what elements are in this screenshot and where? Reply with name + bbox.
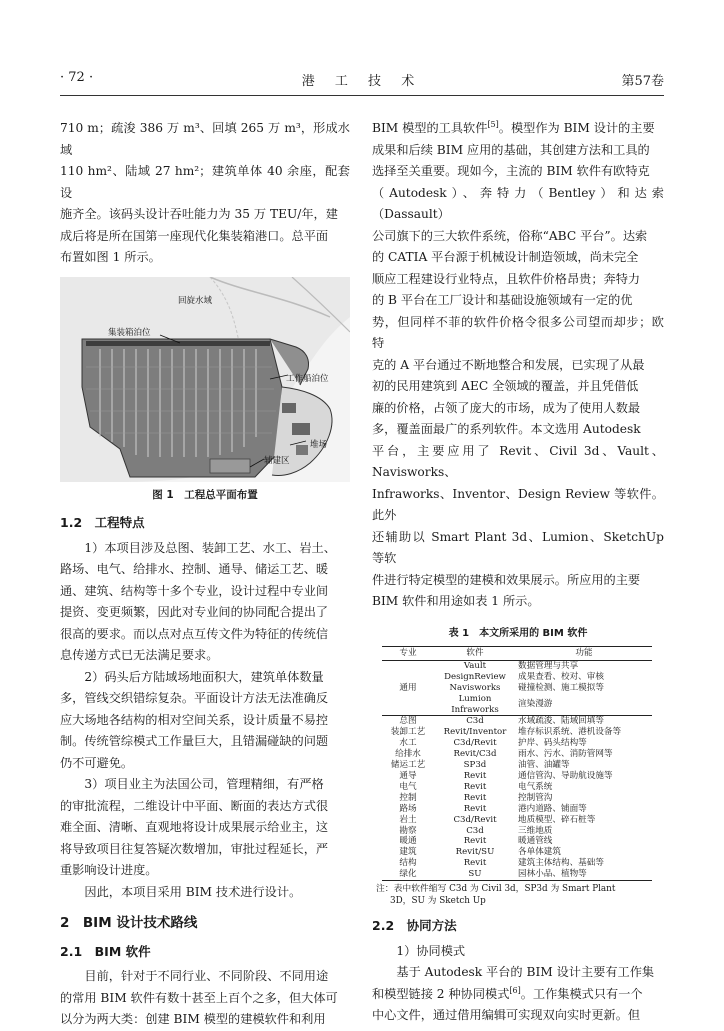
journal-title: 港 工 技 术	[301, 74, 423, 89]
table-row	[382, 826, 652, 837]
text-line: 布置如图 1 所示。	[60, 250, 161, 264]
paragraph	[60, 538, 350, 667]
table-cell: 渲染漫游	[518, 699, 553, 710]
figure-caption: 图 1 工程总平面布置	[152, 488, 258, 501]
table-cell: 控制管沟	[518, 792, 553, 803]
text-line: （Autodesk）、奔特力（Bentley）和达索（Dassault）	[372, 185, 664, 221]
table-cell: 绿化	[399, 869, 417, 880]
table-cell: 暖通	[399, 836, 417, 847]
text-line: 。工作集模式只有一个	[520, 986, 643, 1001]
table-cell: Revit	[463, 781, 487, 792]
text-line: 110 hm²、陆域 27 hm²；建筑单体 40 余座，配套设	[60, 164, 350, 200]
table-cell: Revit	[463, 803, 487, 814]
left-column	[60, 118, 350, 1031]
table-cell: 电气系统	[518, 781, 553, 792]
text-line: 仍不可避免。	[60, 755, 134, 770]
table-row	[382, 771, 652, 782]
table-cell: C3d	[466, 825, 484, 836]
text-line: 的审批流程，二维设计中平面、断面的表达方式很	[60, 798, 329, 813]
text-line: 成果和后续 BIM 应用的基础，其创建方法和工具的	[372, 142, 650, 157]
text-line: 注：表中软件缩写 C3d 为 Civil 3d，SP3d 为 Smart Plant	[376, 884, 616, 895]
table-cell: Lumion Infraworks	[451, 693, 499, 715]
table-cell: 建筑	[399, 847, 417, 858]
table-cell: C3d/Revit	[453, 814, 497, 825]
text-line: 难全面、清晰、直观地将设计成果展示给业主，这	[60, 820, 329, 834]
table-cell: 勘察	[399, 825, 417, 836]
table-cell: 数据管理与共享	[518, 660, 579, 671]
table-cell: 碰撞检测、施工模拟等	[518, 682, 604, 693]
text-line: 多，覆盖面最广的系列软件。本文选用 Autodesk	[372, 422, 641, 436]
table-row	[382, 836, 652, 847]
table-cell: 储运工艺	[390, 760, 426, 771]
table-cell: 园林小品、植物等	[518, 869, 587, 880]
text-line: 路场、电气、给排水、控制、通导、储运工艺、暖	[60, 562, 329, 576]
text-line: 制。传统管综模式工作量巨大，且错漏碰缺的问题	[60, 734, 329, 748]
table-cell: Revit	[463, 836, 487, 847]
text-line: 很高的要求。而以点对点互传文件为特征的传统信	[60, 626, 329, 641]
table-cell: 总图	[399, 716, 417, 727]
text-line: 势，但同样不菲的软件价格令很多公司望而却步；欧特	[372, 314, 664, 350]
table-cell: C3d/Revit	[453, 738, 497, 749]
sub-heading: 1）协同模式	[396, 943, 466, 958]
table-cell: Revit/SU	[455, 847, 495, 858]
terminal-label: 集装箱泊位	[108, 327, 151, 338]
table-cell: 护岸、码头结构等	[518, 738, 587, 749]
table-cell: Vault	[463, 660, 487, 671]
text-line: 2）码头后方陆域场地面积大，建筑单体数量	[84, 669, 324, 684]
text-line: 3）项目业主为法国公司，管理精细，有严格	[84, 777, 324, 791]
table-cell: DesignReview	[444, 671, 506, 682]
header-rule	[60, 95, 664, 96]
text-line: 通、建筑、结构等十多个专业，设计过程中专业间	[60, 583, 329, 598]
text-line: 中心文件，通过借用编辑可实现双向实时更新。但	[372, 1008, 641, 1023]
text-line: 初的民用建筑到 AEC 全领域的覆盖，并且凭借低	[372, 379, 639, 393]
table-cell: 岩土	[399, 814, 417, 825]
text-line: 克的 A 平台通过不断地整合和发展，已实现了从最	[372, 357, 645, 372]
intro-paragraph	[60, 118, 350, 269]
table-caption: 表 1 本文所采用的 BIM 软件	[448, 627, 588, 639]
text-line: 提资、变更频繁，因此对专业间的协同配合提出了	[60, 605, 329, 619]
page-number: · 72 ·	[60, 70, 94, 85]
yard-label: 堆场	[310, 439, 328, 450]
table-cell: 水工	[399, 738, 417, 749]
paragraph	[372, 962, 664, 1027]
table-cell: 港内道路、铺面等	[518, 803, 587, 814]
table-cell: Revit	[463, 770, 487, 781]
table-header-row	[382, 647, 652, 661]
basin-label: 回旋水域	[178, 295, 213, 306]
text-line: 成后将是所在国第一座现代化集装箱港口。总平面	[60, 228, 329, 243]
table-row	[382, 804, 652, 815]
table-cell: 路场	[399, 803, 417, 814]
table-cell: 通信管沟、导助航设施等	[518, 770, 613, 781]
right-column	[372, 118, 664, 1027]
table-cell: 成果查看、校对、审核	[518, 671, 604, 682]
table-cell: SU	[468, 869, 482, 880]
table-row	[382, 760, 652, 771]
table-cell: Revit	[463, 792, 487, 803]
volume-label: 第57卷	[621, 74, 664, 89]
table-cell: 电气	[399, 781, 417, 792]
table-cell: 油管、油罐等	[518, 760, 570, 771]
text-line: 710 m；疏浚 386 万 m³、回填 265 万 m³，形成水域	[60, 121, 350, 157]
text-line: 和模型链接 2 种协同模式	[372, 986, 510, 1001]
paragraph	[60, 667, 350, 775]
text-line: 基于 Autodesk 平台的 BIM 设计主要有工作集	[396, 965, 655, 980]
table-row	[382, 782, 652, 793]
table-cell: SP3d	[463, 760, 487, 771]
table-cell: 结构	[399, 858, 417, 869]
conclusion-line: 因此，本项目采用 BIM 技术进行设计。	[84, 884, 302, 899]
text-line: 件进行特定模型的建模和效果展示。所应用的主要	[372, 572, 641, 587]
table-cell: C3d	[466, 716, 484, 727]
text-line: 。模型作为 BIM 设计的主要	[498, 121, 655, 135]
text-line: 1）本项目涉及总图、装卸工艺、水工、岩土、	[84, 540, 336, 555]
paragraph	[60, 774, 350, 882]
bim-software-table	[382, 646, 652, 881]
table-cell: Navisworks	[449, 682, 501, 693]
section-heading: 2.2 协同方法	[372, 918, 457, 934]
column-header: 专业	[399, 648, 417, 658]
text-line: 的 CATIA 平台源于机械设计制造领域，尚未完全	[372, 250, 639, 264]
text-line: 应大场地各结构的相对空间关系，设计质量不易控	[60, 712, 329, 727]
table-row	[382, 749, 652, 760]
table-cell: 通用	[399, 682, 417, 693]
section-heading: 1.2 工程特点	[60, 515, 145, 530]
text-line: 多，管线交织错综复杂。平面设计方法无法准确反	[60, 691, 329, 705]
table-row	[382, 815, 652, 826]
table-cell: 水域疏浚、陆域回填等	[518, 716, 604, 727]
section-heading: 2 BIM 设计技术路线	[60, 915, 198, 931]
table-cell: 雨水、污水、消防管网等	[518, 749, 613, 760]
table-cell: 各单体建筑	[518, 847, 561, 858]
text-line: 廉的价格，占领了庞大的市场，成为了使用人数最	[372, 400, 641, 415]
column-header: 功能	[575, 648, 593, 658]
table-cell: 装卸工艺	[390, 727, 426, 738]
table-row	[382, 727, 652, 738]
text-line: 息传递方式已无法满足要求。	[60, 648, 219, 662]
table-cell: 地质模型、碎石桩等	[518, 814, 596, 825]
citation: [5]	[487, 119, 499, 129]
table-cell: 通导	[399, 770, 417, 781]
text-line: 平台，主要应用了 Revit、Civil 3d、Vault、Navisworks、	[372, 443, 664, 479]
table-row	[382, 738, 652, 749]
text-line: 重影响设计进度。	[60, 863, 158, 877]
text-line: 目前，针对于不同行业、不同阶段、不同用途	[84, 969, 329, 983]
text-line: BIM 模型的工具软件	[372, 121, 488, 135]
table-cell: 三维地质	[518, 825, 553, 836]
text-line: 还辅助以 Smart Plant 3d、Lumion、SketchUp 等软	[372, 529, 664, 565]
running-header	[60, 70, 664, 90]
table-cell: 建筑主体结构、基础等	[518, 858, 604, 869]
text-line: 公司旗下的三大软件系统，俗称“ABC 平台”。达索	[372, 228, 648, 243]
table-note	[376, 883, 664, 907]
text-line: 施齐全。该码头设计吞吐能力为 35 万 TEU/年，建	[60, 207, 338, 221]
table-row	[382, 847, 652, 858]
table-row	[382, 858, 652, 869]
citation: [6]	[509, 985, 521, 995]
workboat-label: 工作船泊位	[286, 373, 329, 384]
text-line: Infraworks、Inventor、Design Review 等软件。此外	[372, 486, 664, 522]
table-cell: 暖通管线	[518, 836, 553, 847]
table-row	[382, 660, 652, 671]
table-cell: Revit	[463, 858, 487, 869]
text-line: 选择至关重要。现如今，主流的 BIM 软件有欧特克	[372, 164, 650, 178]
table-row	[382, 869, 652, 880]
table-cell: 控制	[399, 792, 417, 803]
table-row	[382, 793, 652, 804]
table-cell: 给排水	[395, 749, 421, 760]
text-line: 3D，SU 为 Sketch Up	[390, 896, 486, 907]
text-line: 将导致项目往复答疑次数增加，审批过程延长，严	[60, 841, 329, 856]
table-cell: Revit/C3d	[453, 749, 497, 760]
text-line: 的 B 平台在工厂设计和基础设施领域有一定的优	[372, 293, 633, 307]
section-heading: 2.1 BIM 软件	[60, 943, 151, 959]
text-line: 的常用 BIM 软件有数十甚至上百个之多，但大体可	[60, 990, 338, 1005]
text-line: 顺应工程建设行业特点，且软件价格昂贵；奔特力	[372, 271, 641, 286]
site-plan-figure	[60, 277, 350, 482]
text-line: BIM 软件和用途如表 1 所示。	[372, 594, 540, 608]
table-cell: Revit/Inventor	[443, 727, 507, 738]
table-row	[382, 716, 652, 727]
table-cell: 堆存标识系统、港机设备等	[518, 727, 622, 738]
column-header: 软件	[466, 648, 484, 658]
text-line: 以分为两大类：创建 BIM 模型的建模软件和利用	[60, 1012, 326, 1026]
paragraph	[60, 966, 350, 1031]
paragraph	[372, 118, 664, 613]
aux-area-label: 辅建区	[264, 455, 290, 466]
